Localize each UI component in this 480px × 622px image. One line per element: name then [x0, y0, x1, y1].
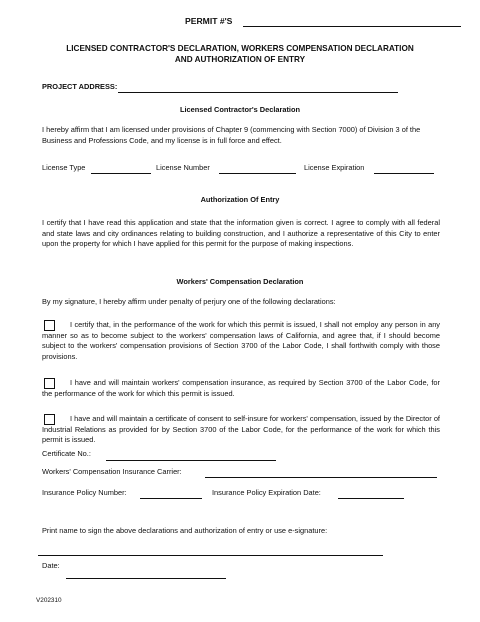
date-line[interactable]	[66, 578, 226, 579]
license-type-line[interactable]	[91, 173, 151, 174]
license-expiration-label: License Expiration	[304, 163, 365, 172]
license-type-label: License Type	[42, 163, 86, 172]
option-insurance-text: I have and will maintain workers' compensation insurance, as required by Section 3700 of the Labor Code, for the performance of the work for which this permit is issued.	[42, 378, 440, 398]
license-number-line[interactable]	[219, 173, 296, 174]
workers-comp-intro: By my signature, I hereby affirm under penalty of perjury one of the following declarations:	[42, 297, 336, 306]
permit-number-line[interactable]	[243, 26, 461, 27]
license-expiration-line[interactable]	[374, 173, 434, 174]
signature-line[interactable]	[38, 555, 383, 556]
certificate-line[interactable]	[106, 460, 276, 461]
option-self-insure-text: I have and will maintain a certificate of consent to self-insure for workers' compensation, issued by the Director of Industrial Relations as provided for by Section 3700 of the Labor Code, for the performance of the work for which this permit is issued.	[42, 414, 440, 445]
policy-number-line[interactable]	[140, 498, 202, 499]
carrier-line[interactable]	[205, 477, 437, 478]
version-code: V202310	[36, 597, 62, 604]
contractor-heading: Licensed Contractor's Declaration	[179, 105, 301, 114]
authorization-heading: Authorization Of Entry	[200, 195, 280, 204]
license-number-label: License Number	[156, 163, 210, 172]
authorization-body: I certify that I have read this application and state that the information given is correct. I agree to comply with all federal and state laws and city ordinances relating to building construction, and I authorize a representative of this City to enter upon the property for which I have applied for this permit for the purpose of making inspections.	[42, 218, 440, 249]
signature-instruction: Print name to sign the above declarations and authorization of entry or use e-signature:	[42, 526, 328, 535]
policy-expiration-label: Insurance Policy Expiration Date:	[212, 488, 321, 497]
title-line-1: LICENSED CONTRACTOR'S DECLARATION, WORKERS COMPENSATION DECLARATION	[66, 44, 414, 53]
date-label: Date:	[42, 561, 60, 570]
carrier-label: Workers' Compensation Insurance Carrier:	[42, 467, 182, 476]
document-title	[20, 43, 460, 66]
permit-number-label: PERMIT #'S	[185, 16, 233, 26]
project-address-label: PROJECT ADDRESS:	[42, 82, 118, 91]
policy-number-label: Insurance Policy Number:	[42, 488, 127, 497]
contractor-body: I hereby affirm that I am licensed under provisions of Chapter 9 (commencing with Section 7000) of Division 3 of the Business and Professions Code, and my license is in full force and effect.	[42, 125, 421, 145]
project-address-line[interactable]	[118, 92, 398, 93]
workers-comp-heading: Workers' Compensation Declaration	[176, 277, 304, 286]
certificate-label: Certificate No.:	[42, 449, 91, 458]
policy-expiration-line[interactable]	[338, 498, 404, 499]
title-line-2: AND AUTHORIZATION OF ENTRY	[174, 55, 306, 65]
option-no-employees-text: I certify that, in the performance of the work for which this permit is issued, I shall not employ any person in any manner so as to become subject to the workers' compensation laws of California, and agree that, if I should become subject to the workers' compensation provisions of Section 3700 of the Labor Code, I shall forthwith comply with those provisions.	[42, 320, 440, 361]
